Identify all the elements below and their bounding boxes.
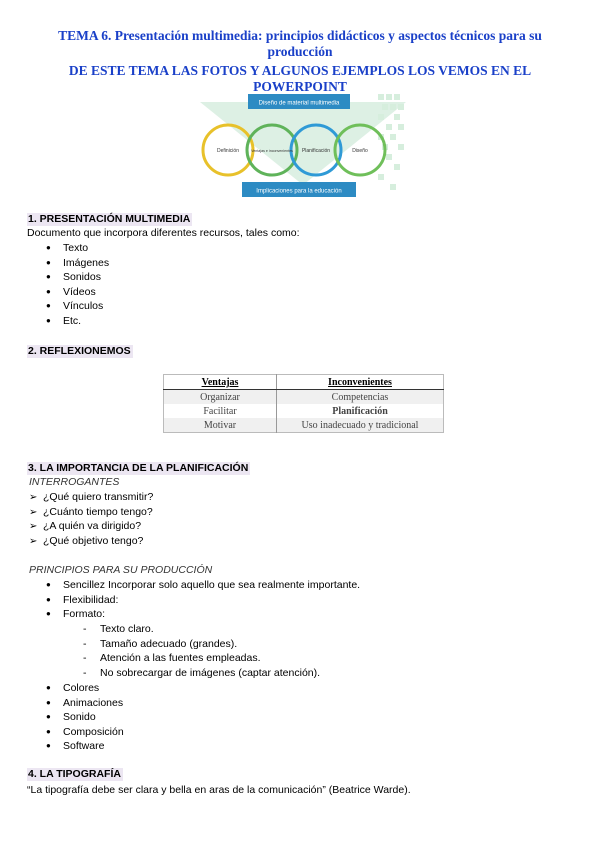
table-cell: Planificación xyxy=(332,405,388,417)
list-item: ● Imágenes xyxy=(46,256,110,269)
bullet-icon: ● xyxy=(46,580,51,589)
table-row xyxy=(164,390,444,405)
circle-label-definicion: Definición xyxy=(217,148,239,154)
arrow-icon: ➢ xyxy=(29,535,38,547)
dash-icon: - xyxy=(83,637,87,650)
list-item: - Texto claro. xyxy=(83,623,154,635)
bullet-icon: ● xyxy=(46,712,51,722)
circle-label-ventajas: Ventajas e inconvenientes xyxy=(251,149,293,153)
document-title-line1: TEMA 6. Presentación multimedia: principios didácticos y aspectos técnicos para su xyxy=(58,28,542,43)
typography-quote: “La tipografía debe ser clara y bella en aras de la comunicación” (Beatrice Warde). xyxy=(27,784,411,796)
list-item: ➢ ¿Cuánto tiempo tengo? xyxy=(29,505,153,520)
list-item: ● Sencillez Incorporar solo aquello que sea realmente importante. xyxy=(46,579,361,591)
questions-list xyxy=(29,490,153,548)
resources-list xyxy=(46,241,110,329)
section2-heading: 2. REFLEXIONEMOS xyxy=(28,345,131,357)
list-item: - Atención a las fuentes empleadas. xyxy=(83,652,261,665)
table-header-row xyxy=(164,375,444,390)
dash-icon: - xyxy=(83,652,87,665)
list-item: ● Software xyxy=(46,740,105,753)
table-cell: Motivar xyxy=(164,418,277,433)
list-item: - No sobrecargar de imágenes (captar atención). xyxy=(83,666,321,679)
section3-heading: 3. LA IMPORTANCIA DE LA PLANIFICACIÓN xyxy=(28,462,249,474)
bullet-icon: ● xyxy=(46,594,51,604)
list-item: ● Sonidos xyxy=(46,271,101,284)
table-row xyxy=(164,418,444,433)
document-subtitle: DE ESTE TEMA LAS FOTOS Y ALGUNOS EJEMPLOS LOS VEMOS EN EL POWERPOINT xyxy=(68,63,532,94)
principles-list-b xyxy=(46,681,124,754)
bullet-icon: ● xyxy=(46,243,51,252)
principles-list-a xyxy=(46,578,361,622)
bullet-icon: ● xyxy=(46,726,51,736)
bullet-icon: ● xyxy=(46,272,51,282)
bullet-icon: ● xyxy=(46,301,51,311)
pros-cons-table xyxy=(163,374,444,433)
questions-subheading: INTERROGANTES xyxy=(29,476,120,488)
list-item: ● Animaciones xyxy=(46,696,124,709)
list-item: ● Formato: xyxy=(46,608,106,621)
bottom-label: Implicaciones para la educación xyxy=(256,188,342,195)
table-cell: Organizar xyxy=(164,390,277,405)
list-item: ➢ ¿Qué quiero transmitir? xyxy=(29,490,153,505)
principles-heading: PRINCIPIOS PARA SU PRODUCCIÓN xyxy=(29,564,213,576)
arrow-icon: ➢ xyxy=(29,492,38,503)
arrow-icon: ➢ xyxy=(29,521,38,533)
format-list xyxy=(83,622,321,680)
document-title-line2: producción xyxy=(267,44,333,59)
section4-heading: 4. LA TIPOGRAFÍA xyxy=(28,768,121,780)
arrow-icon: ➢ xyxy=(29,506,38,518)
table-header: Ventajas xyxy=(164,375,277,390)
list-item: ● Colores xyxy=(46,682,100,694)
bullet-icon: ● xyxy=(46,257,51,267)
table-row xyxy=(164,404,444,418)
dash-icon: - xyxy=(83,666,87,679)
list-item: ● Etc. xyxy=(46,314,82,327)
list-item: ● Sonido xyxy=(46,711,96,724)
bullet-icon: ● xyxy=(46,683,51,692)
section1-intro: Documento que incorpora diferentes recursos, tales como: xyxy=(27,227,300,239)
list-item: ● Texto xyxy=(46,242,89,254)
list-item: ➢ ¿Qué objetivo tengo? xyxy=(29,534,153,549)
top-label: Diseño de material multimedia xyxy=(258,100,340,107)
list-item: ● Vídeos xyxy=(46,285,96,298)
list-item: ● Flexibilidad: xyxy=(46,593,119,606)
table-cell: Competencias xyxy=(277,390,444,405)
bullet-icon: ● xyxy=(46,697,51,707)
table-cell: Uso inadecuado y tradicional xyxy=(277,418,444,433)
circle-label-diseno: Diseño xyxy=(352,148,368,154)
list-item: ● Vínculos xyxy=(46,300,104,313)
list-item: ● Composición xyxy=(46,725,124,738)
table-header: Inconvenientes xyxy=(277,375,444,390)
multimedia-design-diagram xyxy=(200,90,406,200)
dash-icon: - xyxy=(83,623,87,635)
bullet-icon: ● xyxy=(46,315,51,325)
bullet-icon: ● xyxy=(46,609,51,619)
section1-heading: 1. PRESENTACIÓN MULTIMEDIA xyxy=(28,213,191,225)
bullet-icon: ● xyxy=(46,286,51,296)
list-item: ➢ ¿A quién va dirigido? xyxy=(29,519,153,534)
bullet-icon: ● xyxy=(46,741,51,751)
list-item: - Tamaño adecuado (grandes). xyxy=(83,637,238,650)
circle-label-planificacion: Planificación xyxy=(301,148,331,154)
table-cell: Facilitar xyxy=(164,404,277,418)
